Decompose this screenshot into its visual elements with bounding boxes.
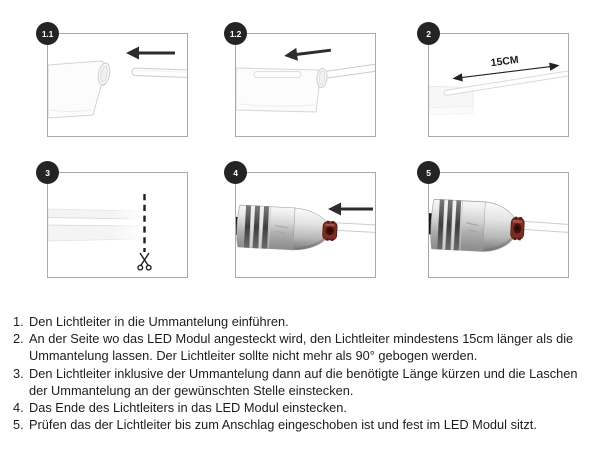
- led-module: [429, 199, 525, 254]
- instruction-text: Das Ende des Lichtleiters in das LED Modul einstecken.: [29, 400, 347, 416]
- panel-step-4: [233, 167, 376, 278]
- panel-illustration-cut-to-length: [48, 173, 187, 277]
- sleeve-tube: [48, 61, 112, 118]
- instruction-text: Den Lichtleiter in die Ummantelung einführen.: [29, 314, 289, 329]
- instruction-item: [13, 416, 595, 433]
- panel-illustration-15cm-overhang: [429, 34, 568, 136]
- instruction-item: [13, 330, 595, 364]
- sleeve-tube: [48, 208, 145, 242]
- step-badge: 4: [224, 161, 247, 184]
- panel-illustration-insert-into-module: [236, 173, 375, 277]
- light-guide-fiber: [132, 68, 187, 78]
- dimension-label: 15CM: [490, 53, 520, 70]
- arrow-left-icon: [283, 44, 331, 63]
- step-badge: 5: [417, 161, 440, 184]
- sleeve-tube: [236, 68, 328, 112]
- fiber-end-inside-sleeve: [254, 72, 301, 78]
- instruction-list: [13, 313, 595, 433]
- step-badge: 1.2: [224, 22, 247, 45]
- led-module: [236, 204, 338, 252]
- instruction-text: Den Lichtleiter inklusive der Ummantelung dann auf die benötigte Länge kürzen und die Laschen der Ummantelung an der gewünschten Stelle einstecken.: [29, 365, 578, 398]
- light-guide-fiber: [321, 64, 375, 79]
- panel-step-3: [45, 167, 188, 278]
- instruction-number: 5.: [13, 417, 24, 433]
- step-badge: 3: [36, 161, 59, 184]
- step-badge: 1.1: [36, 22, 59, 45]
- panel-step-1-2: [229, 28, 376, 137]
- panel-illustration-insert-start: [48, 34, 187, 136]
- arrow-left-icon: [126, 47, 175, 60]
- panel-step-2: [426, 28, 569, 137]
- instruction-item: [13, 365, 595, 399]
- instruction-number: 3.: [13, 365, 24, 381]
- panel-illustration-fiber-seated: [429, 173, 568, 277]
- instruction-number: 4.: [13, 400, 24, 416]
- arrow-left-icon: [328, 203, 373, 216]
- instruction-number: 2.: [13, 331, 24, 347]
- panel-step-5: [426, 167, 569, 278]
- panel-illustration-fiber-inserted: [236, 34, 375, 136]
- step-badge: 2: [417, 22, 440, 45]
- panel-step-1-1: [41, 28, 188, 137]
- instruction-text: Prüfen das der Lichtleiter bis zum Anschlag eingeschoben ist und fest im LED Modul sitzt.: [29, 417, 537, 433]
- light-guide-fiber: [444, 70, 568, 95]
- instruction-item: [13, 313, 595, 330]
- instruction-item: [13, 399, 595, 416]
- instruction-number: 1.: [13, 314, 24, 329]
- scissors-icon: [138, 253, 151, 270]
- instruction-text: An der Seite wo das LED Modul angesteckt wird, den Lichtleiter mindestens 15cm länger als die Ummantelung lassen. Der Lichtleiter sollte nicht mehr als 90° gebogen werden.: [29, 331, 574, 364]
